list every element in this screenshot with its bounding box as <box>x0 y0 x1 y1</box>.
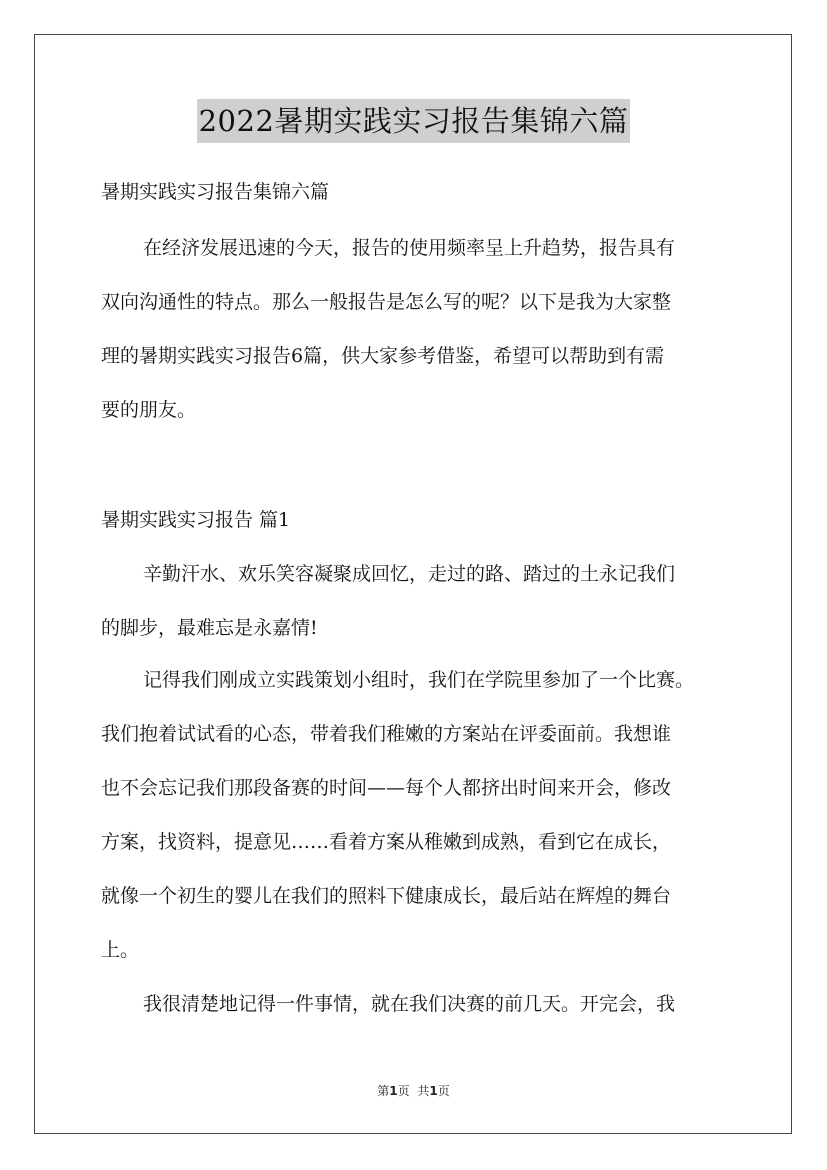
section-line-2: 的脚步，最难忘是永嘉情! <box>101 617 318 639</box>
footer-total-number: 1 <box>429 1084 438 1098</box>
footer-total-unit: 页 <box>437 1084 450 1098</box>
footer-page-prefix: 第 <box>377 1084 390 1098</box>
section-line-5: 也不会忘记我们那段备赛的时间——每个人都挤出时间来开会，修改 <box>101 777 672 799</box>
section-heading: 暑期实践实习报告 篇1 <box>101 509 291 531</box>
section-line-9: 我很清楚地记得一件事情，就在我们决赛的前几天。开完会，我 <box>143 993 676 1015</box>
footer-total-prefix: 共 <box>417 1084 430 1098</box>
document-title: 2022暑期实践实习报告集锦六篇 <box>197 99 631 143</box>
document-subtitle: 暑期实践实习报告集锦六篇 <box>101 181 330 203</box>
section-line-7: 就像一个初生的婴儿在我们的照料下健康成长，最后站在辉煌的舞台 <box>101 885 672 907</box>
intro-line-1: 在经济发展迅速的今天，报告的使用频率呈上升趋势，报告具有 <box>143 237 676 259</box>
section-line-1: 辛勤汗水、欢乐笑容凝聚成回忆，走过的路、踏过的土永记我们 <box>143 563 676 585</box>
intro-line-3: 理的暑期实践实习报告6篇，供大家参考借鉴，希望可以帮助到有需 <box>101 345 665 367</box>
page-footer <box>0 1082 827 1099</box>
section-line-6: 方案，找资料，提意见……看着方案从稚嫩到成熟，看到它在成长， <box>101 831 672 853</box>
intro-line-2: 双向沟通性的特点。那么一般报告是怎么写的呢？以下是我为大家整 <box>101 291 672 313</box>
footer-page-unit: 页 <box>397 1084 410 1098</box>
title-container <box>0 99 827 143</box>
intro-line-4: 要的朋友。 <box>101 399 197 421</box>
footer-page-number: 1 <box>389 1084 398 1098</box>
section-line-3: 记得我们刚成立实践策划小组时，我们在学院里参加了一个比赛。 <box>143 669 695 691</box>
section-line-4: 我们抱着试试看的心态，带着我们稚嫩的方案站在评委面前。我想谁 <box>101 723 672 745</box>
section-line-8: 上。 <box>101 939 140 961</box>
